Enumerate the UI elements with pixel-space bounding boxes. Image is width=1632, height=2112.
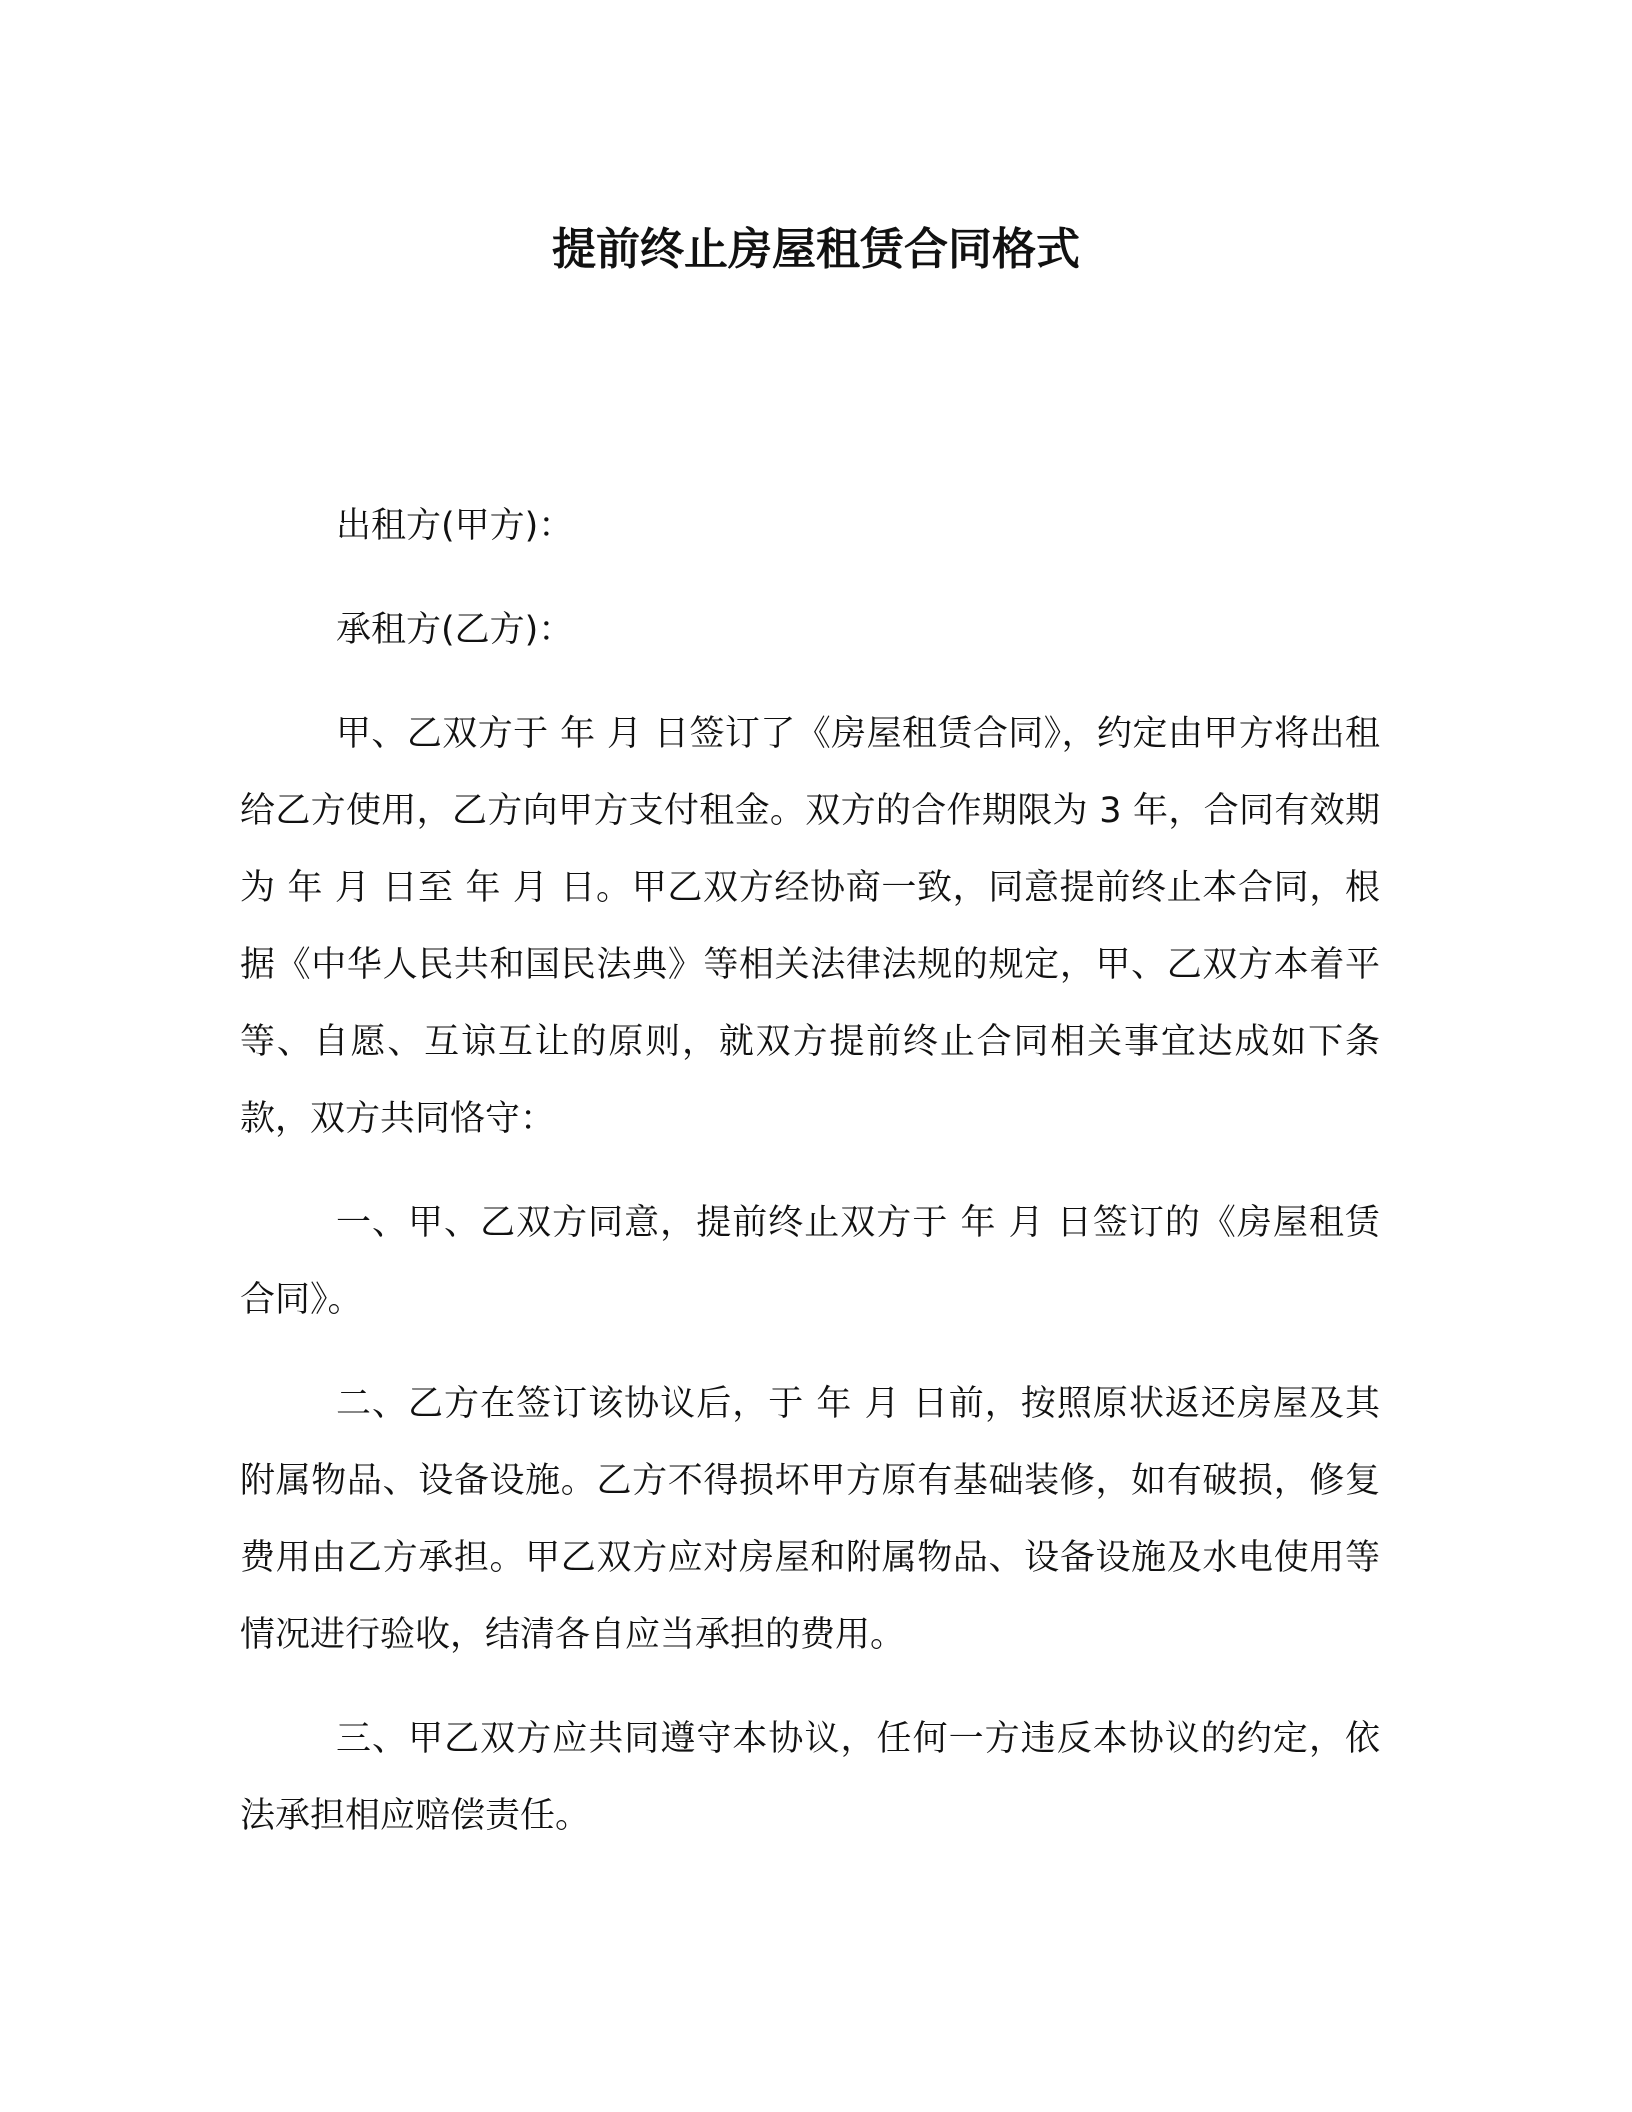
document-body [240,488,1380,1855]
paragraph-preamble: 甲、乙双方于 年 月 日签订了《房屋租赁合同》，约定由甲方将出租给乙方使用，乙方向甲方支付租金。双方的合作期限为 3 年，合同有效期为 年 月 日至 年 月 日。甲乙双方经协商一致，同意提前终止本合同，根据《中华人民共和国民法典》等相关法律法规的规定，甲、乙双方本着平等、自愿、互谅互让的原则，就双方提前终止合同相关事宜达成如下条款，双方共同恪守： [240,714,1380,1139]
document-title: 提前终止房屋租赁合同格式 [552,224,1080,275]
paragraph-clause-3: 三、甲乙双方应共同遵守本协议，任何一方违反本协议的约定，依法承担相应赔偿责任。 [240,1719,1380,1836]
lessee-label: 承租方(乙方)： [336,610,574,650]
paragraph-clause-2: 二、乙方在签订该协议后，于 年 月 日前，按照原状返还房屋及其附属物品、设备设施。乙方不得损坏甲方原有基础装修，如有破损，修复费用由乙方承担。甲乙双方应对房屋和附属物品、设备设施及水电使用等情况进行验收，结清各自应当承担的费用。 [240,1384,1380,1655]
lessor-label: 出租方(甲方)： [336,506,574,546]
paragraph-clause-1: 一、甲、乙双方同意，提前终止双方于 年 月 日签订的《房屋租赁合同》。 [240,1203,1380,1320]
